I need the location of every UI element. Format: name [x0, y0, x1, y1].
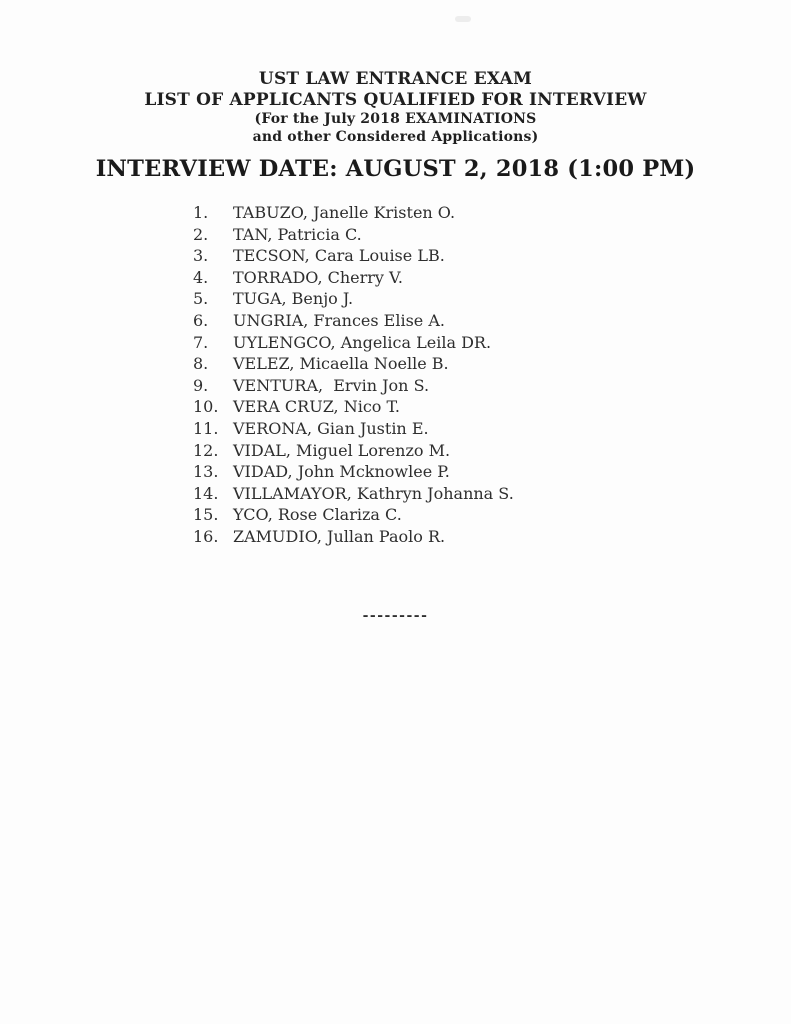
applicant-number: 3. — [193, 246, 209, 266]
applicant-row — [193, 418, 514, 440]
applicant-name: TECSON, Cara Louise LB. — [233, 246, 445, 266]
applicant-name: VELEZ, Micaella Noelle B. — [233, 354, 449, 374]
scan-artifact — [455, 16, 471, 22]
applicant-name: TAN, Patricia C. — [233, 224, 362, 244]
title-line-2: LIST OF APPLICANTS QUALIFIED FOR INTERVIEW — [144, 89, 647, 110]
applicant-number: 12. — [193, 440, 219, 460]
applicant-number: 4. — [193, 267, 209, 287]
subtitle-line-2: and other Considered Applications) — [252, 129, 539, 145]
document-header — [0, 69, 791, 146]
applicant-row — [193, 461, 514, 483]
applicant-list — [193, 202, 514, 548]
applicant-number: 1. — [193, 203, 209, 222]
applicant-row — [193, 375, 514, 397]
applicant-name: VIDAD, John Mcknowlee P. — [233, 462, 450, 482]
applicant-number: 6. — [193, 310, 209, 330]
applicant-number: 13. — [193, 462, 219, 482]
applicant-number: 5. — [193, 289, 209, 309]
applicant-row — [193, 224, 514, 246]
interview-date-heading: INTERVIEW DATE: AUGUST 2, 2018 (1:00 PM) — [95, 156, 696, 182]
applicant-number: 7. — [193, 332, 209, 352]
applicant-name: VERONA, Gian Justin E. — [233, 418, 429, 438]
applicant-row — [193, 353, 514, 375]
applicant-row — [193, 504, 514, 526]
applicant-row — [193, 245, 514, 267]
applicant-number: 15. — [193, 505, 219, 525]
applicant-number: 16. — [193, 526, 219, 546]
applicant-row — [193, 332, 514, 354]
applicant-name: VILLAMAYOR, Kathryn Johanna S. — [233, 483, 514, 503]
applicant-name: UYLENGCO, Angelica Leila DR. — [233, 332, 492, 352]
applicant-row — [193, 267, 514, 289]
applicant-name: TABUZO, Janelle Kristen O. — [233, 203, 456, 222]
applicant-row — [193, 440, 514, 462]
applicant-name: VIDAL, Miguel Lorenzo M. — [233, 440, 451, 460]
applicant-name: VERA CRUZ, Nico T. — [233, 397, 400, 417]
applicant-number: 10. — [193, 397, 219, 417]
applicant-name: TORRADO, Cherry V. — [233, 267, 403, 287]
applicant-row — [193, 310, 514, 332]
applicant-row — [193, 526, 514, 548]
applicant-name: UNGRIA, Frances Elise A. — [233, 310, 445, 330]
applicant-number: 11. — [193, 418, 219, 438]
applicant-row — [193, 483, 514, 505]
footer-separator: --------- — [362, 608, 429, 624]
applicant-name: VENTURA, Ervin Jon S. — [233, 375, 430, 395]
applicant-number: 14. — [193, 483, 219, 503]
title-line-1: UST LAW ENTRANCE EXAM — [258, 69, 533, 89]
applicant-name: YCO, Rose Clariza C. — [233, 505, 402, 525]
applicant-number: 8. — [193, 354, 209, 374]
applicant-name: ZAMUDIO, Jullan Paolo R. — [233, 526, 446, 546]
applicant-row — [193, 202, 514, 224]
applicant-row — [193, 288, 514, 310]
applicant-number: 2. — [193, 224, 209, 244]
applicant-name: TUGA, Benjo J. — [233, 289, 354, 309]
applicant-row — [193, 396, 514, 418]
applicant-number: 9. — [193, 375, 209, 395]
subtitle-line-1: (For the July 2018 EXAMINATIONS — [254, 111, 537, 127]
